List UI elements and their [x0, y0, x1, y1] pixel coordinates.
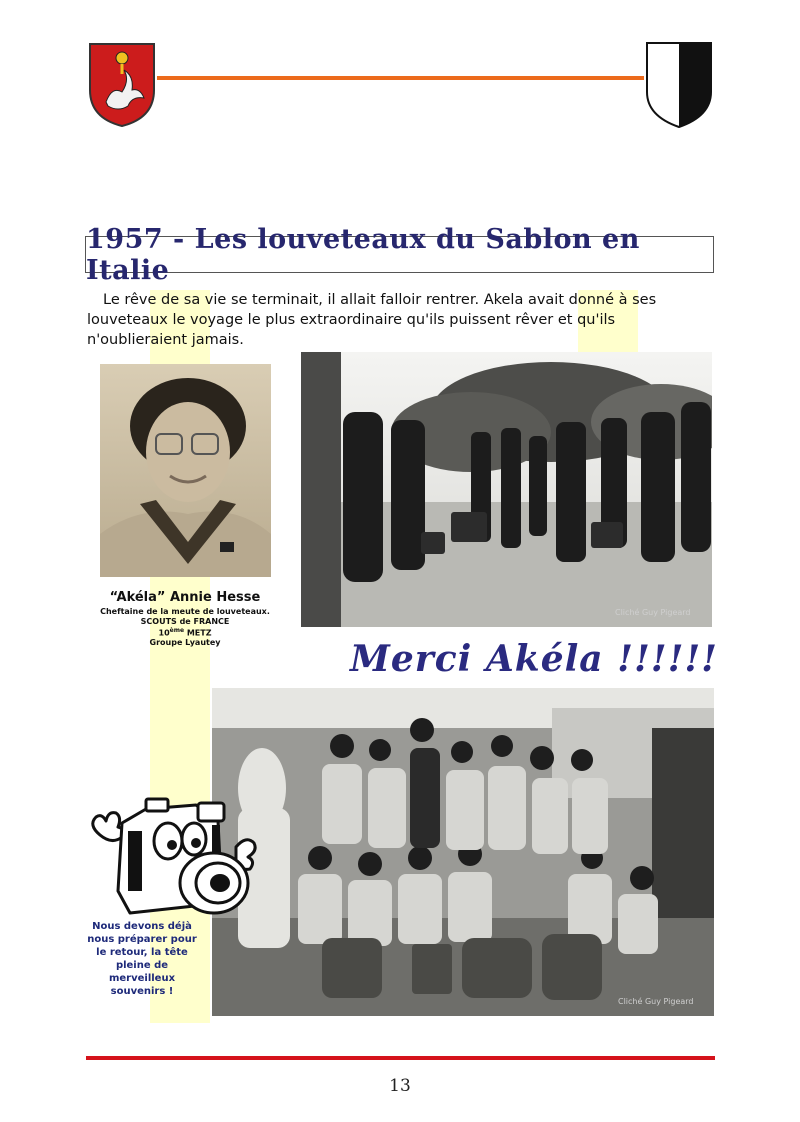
- portrait-caption-line1: Cheftaine de la meute de louveteaux.: [100, 607, 270, 616]
- portrait-caption-sup: ème: [169, 627, 185, 634]
- page-title: 1957 - Les louveteaux du Sablon en Italie: [86, 223, 640, 286]
- group-photo-outdoor: [301, 352, 712, 627]
- portrait-caption-number: 10: [158, 628, 170, 638]
- page-title-box: [85, 223, 714, 286]
- portrait-caption-line3: [96, 627, 274, 638]
- photo-credit-bottom: Cliché Guy Pigeard: [618, 997, 694, 1006]
- portrait-caption-city: METZ: [184, 628, 212, 638]
- coat-of-arms-black-white-icon: [644, 40, 714, 130]
- merci-heading: Merci Akéla !!!!!!: [350, 638, 718, 680]
- photo-credit-top: Cliché Guy Pigeard: [615, 608, 691, 617]
- camera-speech-text: Nous devons déjà nous préparer pour le retour, la tête pleine de merveilleux souvenirs !: [87, 921, 197, 997]
- coat-of-arms-dragon-icon: [86, 40, 158, 128]
- header-rule: [157, 76, 644, 80]
- portrait-caption-line2: SCOUTS de FRANCE: [140, 617, 230, 626]
- page-number: 13: [389, 1076, 411, 1096]
- cartoon-camera-icon: [86, 795, 258, 925]
- intro-paragraph: Le rêve de sa vie se terminait, il allait falloir rentrer. Akela avait donné à ses louveteaux le voyage le plus extraordinaire qu'ils puissent rêver et qu'ils n'oublieraient jamais.: [87, 292, 657, 348]
- group-photo-station: [212, 688, 714, 1016]
- portrait-caption-line4: Groupe Lyautey: [149, 638, 221, 647]
- portrait-photo: [100, 364, 271, 577]
- portrait-caption-name: “Akéla” Annie Hesse: [109, 590, 261, 605]
- footer-rule: [86, 1056, 715, 1060]
